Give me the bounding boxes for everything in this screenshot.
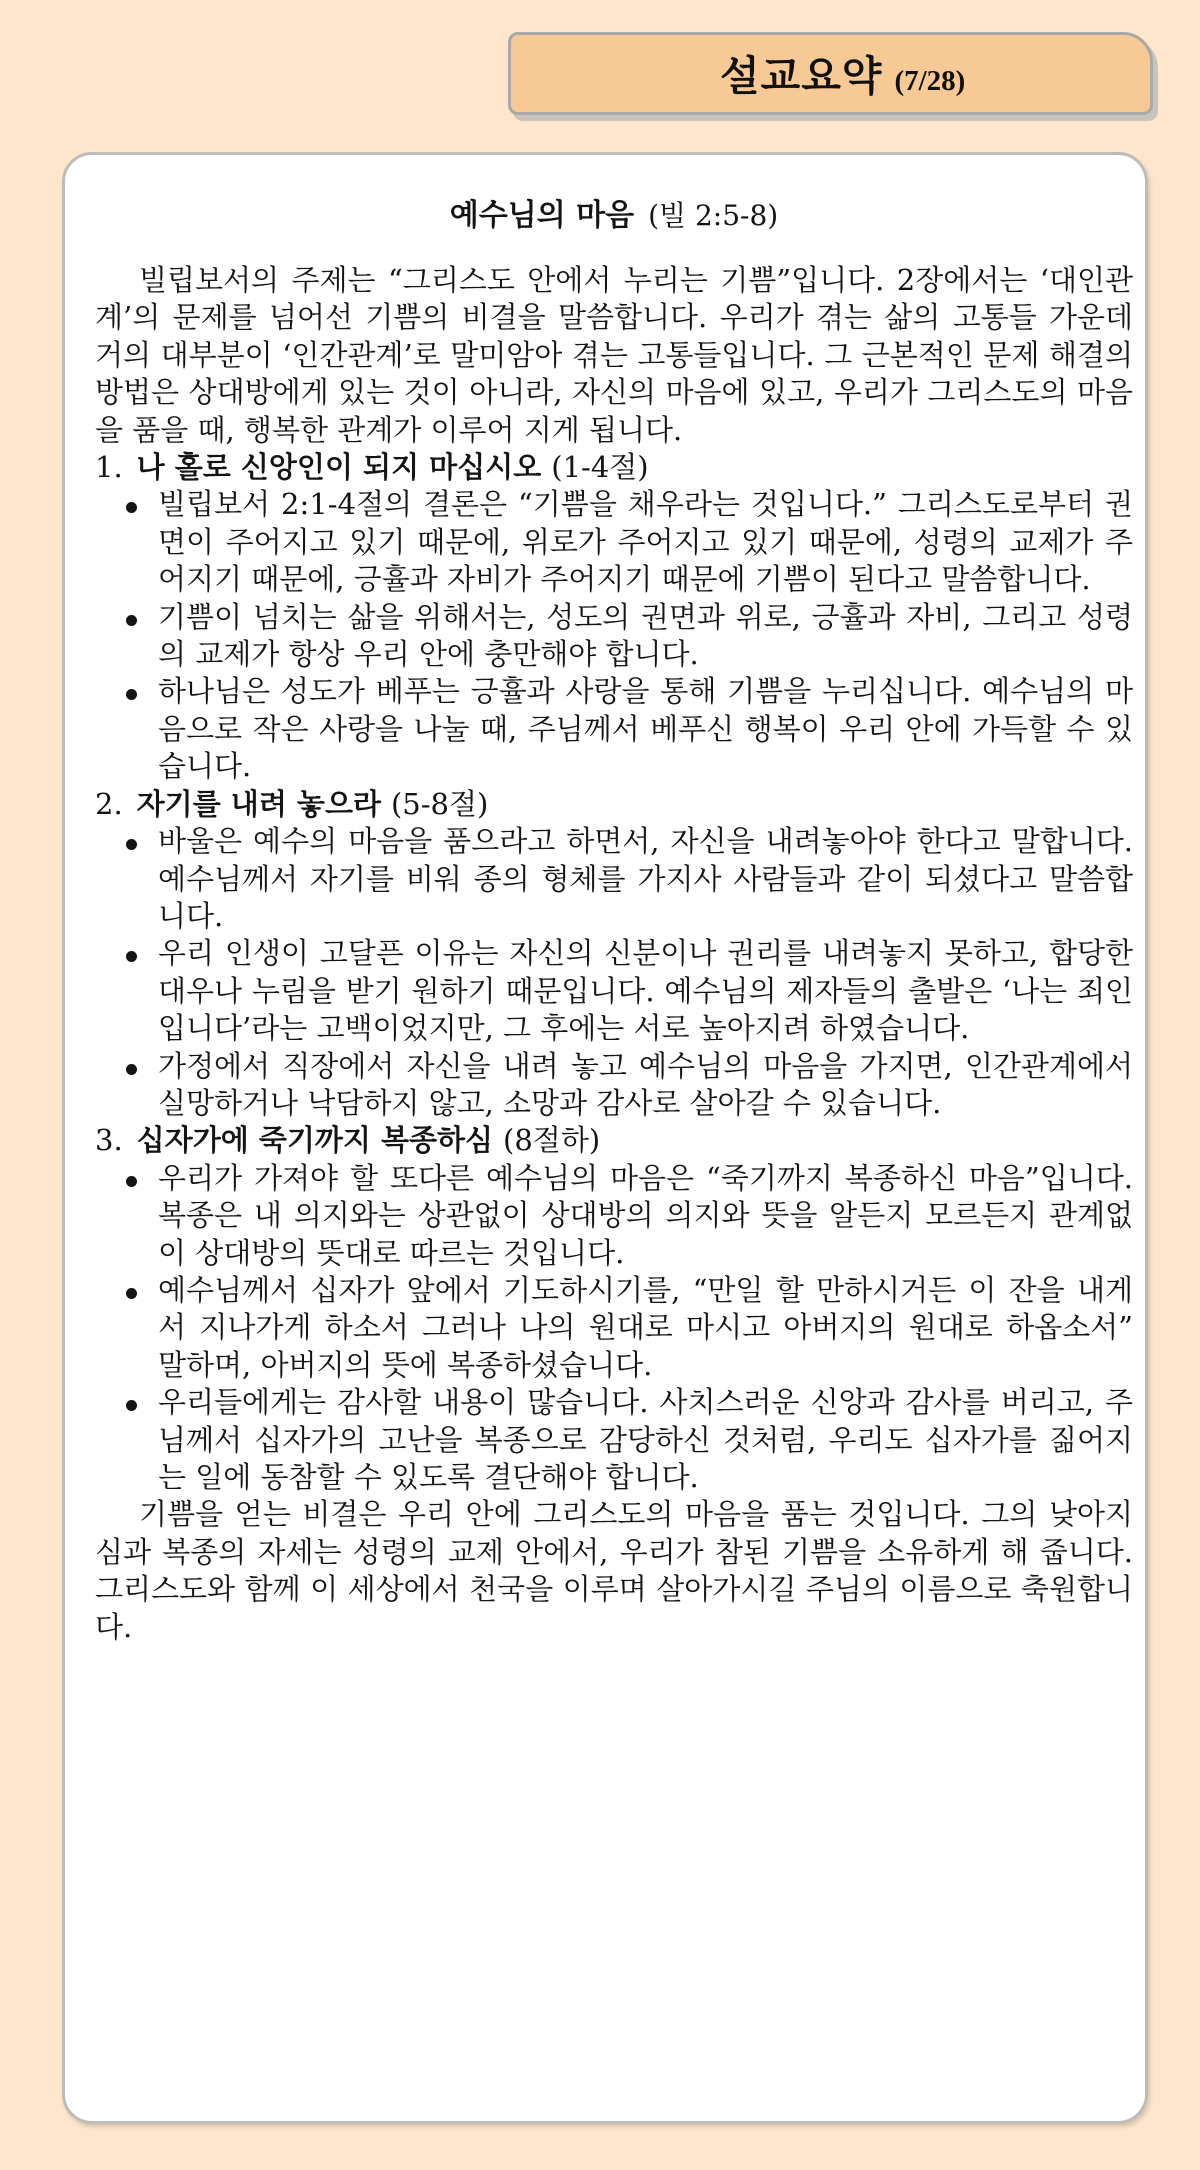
sermon-title [95,190,1133,242]
section-title: 나 홀로 신앙인이 되지 마십시오 [136,450,542,485]
bullet-list [95,823,1133,1122]
section-2 [95,786,1133,1123]
bullet-text: 빌립보서 2:1-4절의 결론은 “기쁨을 채우라는 것입니다.” 그리스도로부터 권면이 주어지고 있기 때문에, 위로가 주어지고 있기 때문에, 성령의 교제가 주어지기 때문에, 긍휼과 자비가 주어지기 때문에 기쁨이 된다고 말씀합니다. [158,487,1133,597]
sermon-title-text: 예수님의 마음 [449,198,635,233]
bullet-text: 우리가 가져야 할 또다른 예수님의 마음은 “죽기까지 복종하신 마음”입니다. 복종은 내 의지와는 상관없이 상대방의 의지와 뜻을 알든지 모르든지 관계없이 상대방의 뜻대로 따르는 것입니다. [158,1160,1133,1270]
bullet-dot-icon [126,502,137,513]
header-title [720,43,965,103]
bullet-dot-icon [126,1288,137,1299]
bullet-item [95,823,1133,935]
bullet-item [95,599,1133,674]
bullet-text: 우리 인생이 고달픈 이유는 자신의 신분이나 권리를 내려놓지 못하고, 합당한 대우나 누림을 받기 원하기 때문입니다. 예수님의 제자들의 출발은 ‘나는 죄인입니다’라는 고백이었지만, 그 후에는 서로 높아지려 하였습니다. [158,936,1133,1046]
section-title: 십자가에 죽기까지 복종하심 [136,1123,494,1158]
bullet-dot-icon [126,689,137,700]
section-3 [95,1122,1133,1496]
section-ref: (5-8절) [390,786,489,821]
bullet-dot-icon [126,1400,137,1411]
bullet-dot-icon [126,1064,137,1075]
bullet-dot-icon [126,951,137,962]
bullet-dot-icon [126,615,137,626]
section-heading [95,786,1133,823]
bullet-item [95,935,1133,1047]
section-heading [95,449,1133,486]
bullet-list [95,486,1133,785]
bullet-item [95,673,1133,785]
sermon-reference: (빌 2:5-8) [648,199,779,232]
bullet-item [95,1384,1133,1496]
intro-paragraph: 빌립보서의 주제는 “그리스도 안에서 누리는 기쁨”입니다. 2장에서는 ‘대인관계’의 문제를 넘어선 기쁨의 비결을 말씀합니다. 우리가 겪는 삶의 고통들 가운데 거의 대부분이 ‘인간관계’로 말미암아 겪는 고통들입니다. 그 근본적인 문제 해결의 방법은 상대방에게 있는 것이 아니라, 자신의 마음에 있고, 우리가 그리스도의 마음을 품을 때, 행복한 관계가 이루어 지게 됩니다. [95,263,1133,447]
sermon-content [95,190,1133,1646]
section-heading [95,1122,1133,1159]
section-number: 3. [95,1123,123,1158]
bullet-item [95,1272,1133,1384]
bullet-item [95,486,1133,598]
bullet-text: 가정에서 직장에서 자신을 내려 놓고 예수님의 마음을 가지면, 인간관계에서 실망하거나 낙담하지 않고, 소망과 감사로 살아갈 수 있습니다. [158,1048,1133,1120]
section-number: 2. [95,786,123,821]
bullet-text: 기쁨이 넘치는 삶을 위해서는, 성도의 권면과 위로, 긍휼과 자비, 그리고 성령의 교제가 항상 우리 안에 충만해야 합니다. [158,599,1133,672]
bullet-text: 바울은 예수의 마음을 품으라고 하면서, 자신을 내려놓아야 한다고 말합니다. 예수님께서 자기를 비워 종의 형체를 가지사 사람들과 같이 되셨다고 말씀합니다. [158,824,1133,933]
bullet-text: 예수님께서 십자가 앞에서 기도하시기를, “만일 할 만하시거든 이 잔을 내게서 지나가게 하소서 그러나 나의 원대로 마시고 아버지의 원대로 하옵소서” 말하며, 아버지의 뜻에 복종하셨습니다. [158,1272,1133,1382]
section-number: 1. [95,450,123,485]
bullet-item [95,1048,1133,1123]
bullet-text: 우리들에게는 감사할 내용이 많습니다. 사치스러운 신앙과 감사를 버리고, 주님께서 십자가의 고난을 복종으로 감당하신 것처럼, 우리도 십자가를 짊어지는 일에 동참할 수 있도록 결단해야 합니다. [158,1385,1133,1494]
bullet-item [95,1160,1133,1272]
conclusion-paragraph: 기쁨을 얻는 비결은 우리 안에 그리스도의 마음을 품는 것입니다. 그의 낮아지심과 복종의 자세는 성령의 교제 안에서, 우리가 참된 기쁨을 소유하게 해 줍니다. 그리스도와 함께 이 세상에서 천국을 이루며 살아가시길 주님의 이름으로 축원합니다. [95,1497,1133,1644]
bullet-list [95,1160,1133,1497]
bullet-text: 하나님은 성도가 베푸는 긍휼과 사랑을 통해 기쁨을 누리십니다. 예수님의 마음으로 작은 사랑을 나눌 때, 주님께서 베푸신 행복이 우리 안에 가득할 수 있습니다. [158,674,1133,784]
section-title: 자기를 내려 놓으라 [136,786,381,821]
header-title-text: 설교요약 [720,52,883,100]
bullet-dot-icon [126,839,137,850]
section-ref: (8절하) [503,1123,601,1158]
section-ref: (1-4절) [551,450,649,485]
bullet-dot-icon [126,1176,137,1187]
header-date: (7/28) [894,65,966,97]
section-1 [95,449,1133,786]
